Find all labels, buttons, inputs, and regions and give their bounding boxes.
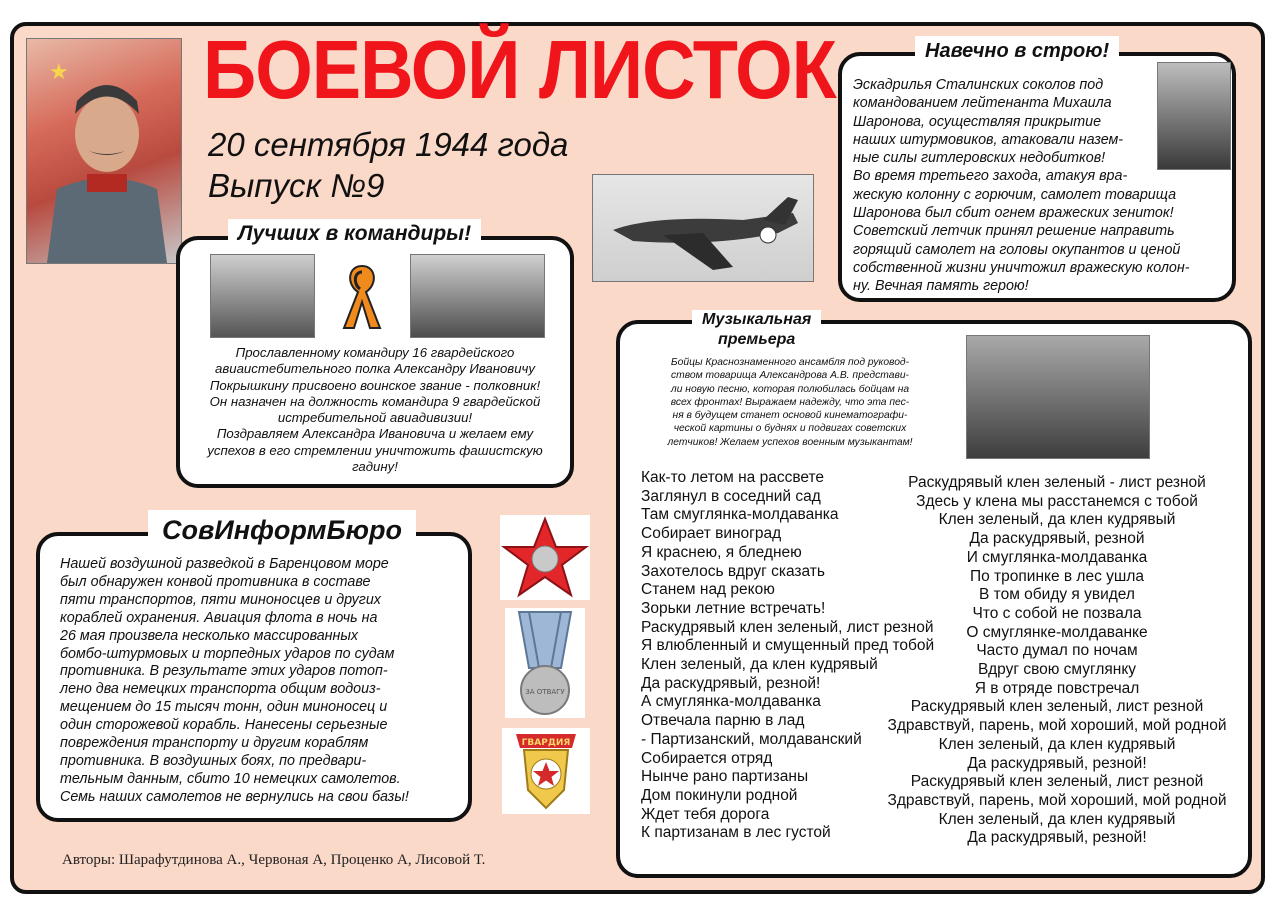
fighter-plane-photo [592,174,814,282]
lyric-line: Отвечала парню в лад [641,712,805,730]
text-line: всех фронтах! Выражаем надежду, что эта пес- [670,396,910,408]
lyric-line: Как-то летом на рассвете [641,469,825,486]
authors-credit: Авторы: Шарафутдинова А., Червоная А, Проценко А, Лисовой Т. [62,852,486,868]
lyric-line: К партизанам в лес густой [641,824,831,842]
lyric-line: Зорьки летние встречать! [641,599,826,617]
lyric-line: Вдруг свою смуглянку [977,661,1137,679]
text-line: горящий самолет на головы окупантов и ценой [853,241,1181,258]
lyric-line: Здравствуй, парень, мой хороший, мой родной [887,717,1227,735]
music-intro-text [640,356,940,449]
text-line: 26 мая произвела несколько массированных [60,627,359,644]
lyric-line: Клен зеленый, да клен кудрявый [938,810,1176,828]
bravery-medal-icon [505,608,585,718]
text-line: Поздравляем Александра Ивановича и желаем ему [216,426,534,442]
text-line: авиаистебительного полка Александру Ивановичу [215,361,535,377]
text-line: ческой картины о буднях и подвигах советских [673,423,907,435]
song-lyrics-right [876,474,1238,848]
text-line: Покрышкину присвоено воинское звание - полковник! [209,377,541,393]
lyric-line: Раскудрявый клен зеленый, лист резной [910,698,1204,716]
text-line: истребительной авиадивизии! [277,410,473,426]
lyric-line: Там смуглянка-молдаванка [641,506,839,524]
text-line: пяти транспортов, пяти миноносцев и других [60,591,381,608]
lyric-line: А смуглянка-молдаванка [641,693,821,711]
soldiers-with-guitar-photo [966,335,1150,459]
lyric-line: Да раскудрявый, резной [969,530,1145,548]
lyric-line: Захотелось вдруг сказать [641,562,825,580]
text-line: командованием лейтенанта Михаила [853,95,1112,112]
text-line: ли новую песню, которая полюбилась бойцам на [670,383,910,395]
text-line: Эскадрилья Сталинских соколов под [853,77,1104,93]
music-title-line: Музыкальная [702,311,812,328]
lyric-line: Я в отряде повстречал [974,679,1140,697]
commander-portrait-photo [210,254,315,338]
text-line: ну. Вечная память герою! [853,278,1029,295]
text-line: мещением до 15 тысяч тонн, один миноносец и [60,699,388,716]
text-line: летчиков! Желаем успехов военным музыкантам! [667,436,913,448]
text-line: кораблей охранения. Авиация флота в ночь на [60,609,378,626]
text-line: Он назначен на должность командира 9 гвардейской [209,393,541,409]
lyric-line: Здесь у клена мы расстанемся с тобой [916,492,1198,510]
music-title [692,310,821,350]
plane-silhouette [593,175,813,281]
text-line: тельным данным, сбито 10 немецких самолетов. [60,770,401,787]
text-line: противника. В результате этих ударов потоп- [60,663,388,680]
lyric-line: Да раскудрявый, резной! [641,674,821,692]
lyric-line: Раскудрявый клен зеленый, лист резной [641,618,934,636]
lyric-line: В том обиду я увидел [979,586,1135,604]
poster-title: БОЕВОЙ ЛИСТОК [203,23,836,117]
lyric-line: Да раскудрявый, резной! [967,829,1147,847]
text-line: ня в будущем станет основой кинематографи- [672,410,908,422]
lyric-line: Станем над рекою [641,581,775,599]
lyric-line: - Партизанский, молдаванский [641,730,862,748]
text-line: противника. В воздушных боях, по предвари- [60,752,367,769]
text-line: Семь наших самолетов не вернулись на свои базы! [60,788,409,805]
text-line: Шаронова был сбит огнем вражеских зениток! [853,205,1174,222]
commanders-text [182,345,568,475]
memorial-title: Навечно в строю! [915,36,1119,66]
svg-text:★: ★ [49,60,69,85]
lyric-line: Ждет тебя дорога [641,805,770,823]
lyric-line: Раскудрявый клен зеленый, лист резной [910,773,1204,791]
sovinform-text [60,556,466,807]
lyric-line: Здравствуй, парень, мой хороший, мой родной [887,791,1227,809]
pilots-group-photo [410,254,545,338]
portrait-figure [27,39,181,263]
lyric-line: Что с собой не позвала [972,604,1142,622]
guards-badge-icon [502,728,590,814]
text-line: повреждения транспорту и другим кораблям [60,735,369,752]
lyric-line: Дом покинули родной [641,786,798,804]
text-line: успехов в его стремлении уничтожить фашистскую [207,442,543,458]
text-line: Прославленному командиру 16 гвардейского [235,345,515,360]
text-line: ством товарища Александрова А.В. представи- [671,370,909,382]
text-line: лено два немецких транспорта общим водоиз- [60,681,381,698]
commanders-title: Лучших в командиры! [228,219,481,249]
lyric-line: Нынче рано партизаны [641,768,809,786]
sovinform-title: СовИнформБюро [148,510,416,550]
lyric-line: О смуглянке-молдаванке [966,623,1148,641]
issue-info [208,124,568,206]
lyric-line: Собирает виноград [641,525,782,543]
leader-portrait [26,38,182,264]
guard-badge-label: ГВАРДИЯ [521,738,571,748]
lyric-line: Я краснею, я бледнею [641,543,802,561]
red-star-order-icon [500,515,590,600]
text-line: один сторожевой корабль. Нанесены серьезные [60,717,388,734]
lyric-line: По тропинке в лес ушла [969,567,1144,585]
lyric-line: Да раскудрявый, резной! [967,754,1147,772]
lyric-line: Раскудрявый клен зеленый - лист резной [908,474,1206,491]
medal-label: ЗА ОТВАГУ [525,688,565,696]
st-george-ribbon-icon [340,262,384,332]
lyric-line: Клен зеленый, да клен кудрявый [938,511,1176,529]
text-line: Бойцы Краснознаменного ансамбля под руковод- [670,357,910,368]
music-title-line: премьера [717,331,796,348]
memorial-text [853,76,1233,296]
text-line: жескую колонну с горючим, самолет товарища [853,186,1177,203]
text-line: был обнаружен конвой противника в составе [60,573,371,590]
text-line: наших штурмовиков, атаковали назем- [853,131,1124,148]
lyric-line: Собирается отряд [641,749,773,767]
lyric-line: Заглянул в соседний сад [641,487,821,505]
lyric-line: Часто думал по ночам [976,642,1138,660]
text-line: Шаронова, осуществляя прикрытие [853,113,1102,130]
text-line: Во время третьего захода, атакуя вра- [853,168,1128,185]
text-line: Нашей воздушной разведкой в Баренцовом море [60,556,389,572]
lyric-line: Клен зеленый, да клен кудрявый [641,656,878,674]
text-line: ные силы гитлеровских недобитков! [853,150,1106,167]
text-line: Советский летчик принял решение направить [853,223,1175,240]
lyric-line: И смуглянка-молдаванка [966,548,1148,566]
lyric-line: Я влюбленный и смущенный пред тобой [641,637,935,655]
issue-date: 20 сентября 1944 года [208,126,569,163]
lyric-line: Клен зеленый, да клен кудрявый [938,735,1176,753]
text-line: собственной жизни уничтожил вражескую колон- [853,259,1190,276]
text-line: гадину! [352,459,398,475]
issue-number: Выпуск №9 [208,167,385,204]
text-line: бомбо-штурмовых и торпедных ударов по судам [60,645,395,662]
